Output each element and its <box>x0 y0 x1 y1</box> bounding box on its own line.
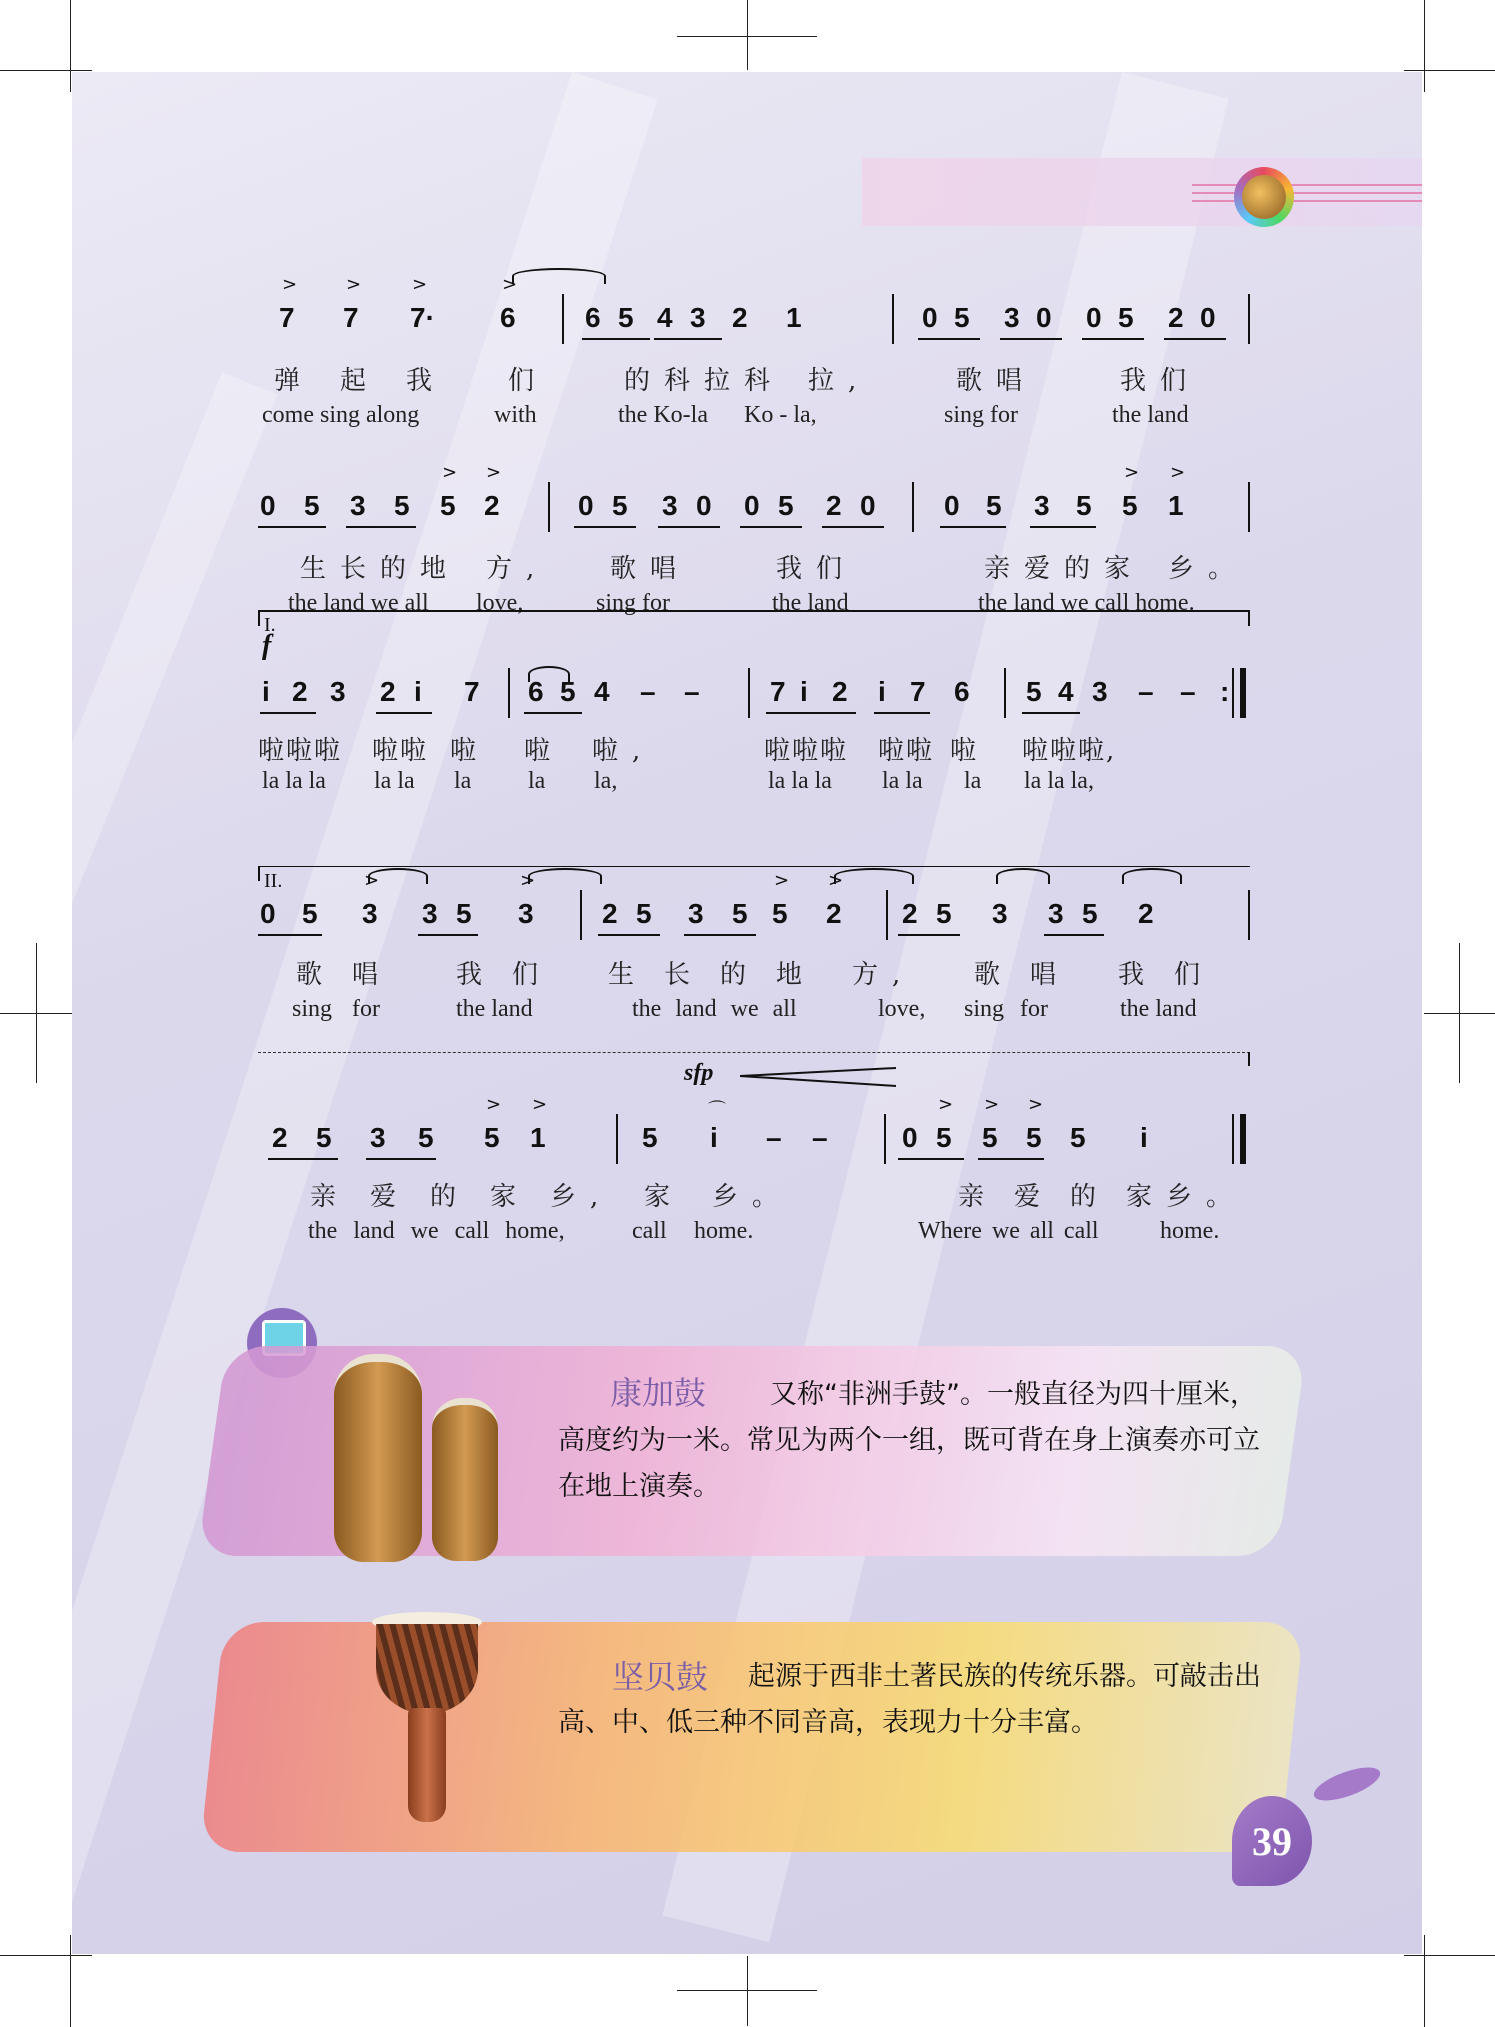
note: 2 <box>292 676 308 707</box>
lyric-en: love, <box>476 590 524 616</box>
note: 5 <box>986 490 1002 521</box>
note: 5 <box>1082 898 1098 929</box>
volta-label: II. <box>264 870 283 892</box>
crop-mark <box>1424 0 1425 92</box>
note: – <box>684 676 700 707</box>
note: 4 <box>594 676 610 707</box>
note: – <box>1180 676 1196 707</box>
note: 1 <box>786 302 802 333</box>
note: 3 <box>422 898 438 929</box>
lyric-en: la, <box>594 768 618 794</box>
lyric-zh: 乡, <box>550 1182 613 1212</box>
djembe-description <box>558 1654 1278 1746</box>
note: 2 <box>380 676 396 707</box>
lyric-zh: 方, <box>852 960 915 990</box>
note: 2 <box>602 898 618 929</box>
lyric-zh: 啦啦 <box>878 736 935 766</box>
volta-label: I. <box>264 614 276 636</box>
conga-drum-large-icon <box>334 1354 422 1562</box>
note: 7· <box>410 302 435 333</box>
djembe-title: 坚贝鼓 <box>612 1658 709 1696</box>
lyric-zh: 啦 <box>950 736 991 766</box>
note: 3 <box>1092 676 1108 707</box>
note: 3 <box>362 898 378 929</box>
lyric-zh: 乡。 <box>1168 554 1249 584</box>
lyric-en: the land <box>1112 402 1189 428</box>
note: 5 <box>982 1122 998 1153</box>
note: 3 <box>370 1122 386 1153</box>
note: 6 <box>954 676 970 707</box>
lyric-en: la la la <box>262 768 326 794</box>
crop-mark <box>70 1935 71 2027</box>
lyric-zh: 歌唱 <box>974 960 1087 990</box>
lyric-zh: 方, <box>486 554 549 584</box>
note: 5 <box>618 302 634 333</box>
note: 3 <box>350 490 366 521</box>
note: 3 <box>992 898 1008 929</box>
note: 0 <box>1200 302 1216 333</box>
note: 5 <box>418 1122 434 1153</box>
note: 3 <box>688 898 704 929</box>
note: 5 <box>1026 1122 1042 1153</box>
lyric-en: la <box>964 768 982 794</box>
lyric-zh: 啦啦啦 <box>258 736 343 766</box>
dynamic-mark: f <box>262 630 272 661</box>
lyric-en: with <box>494 402 537 428</box>
lyric-en: the land we call home. <box>978 590 1195 616</box>
lyric-en: the land we call home, <box>308 1218 565 1244</box>
lyric-en: the land <box>772 590 849 616</box>
lyric-en: the land we all <box>632 996 797 1022</box>
note: 7 <box>343 302 359 333</box>
note: 1 <box>1168 490 1184 521</box>
note: 2 <box>826 490 842 521</box>
lyric-zh: 啦啦啦 <box>764 736 849 766</box>
note: – <box>766 1122 782 1153</box>
lyric-en: come sing along <box>262 402 420 428</box>
note: 4 <box>657 302 673 333</box>
djembe-drum-icon <box>372 1612 482 1822</box>
lyric-zh: 们 <box>508 366 549 396</box>
note: 4 <box>1058 676 1074 707</box>
note: 5 <box>560 676 576 707</box>
note: 0 <box>860 490 876 521</box>
note: 6 <box>500 302 516 333</box>
note: 0 <box>696 490 712 521</box>
note: 3 <box>518 898 534 929</box>
note: 5 <box>642 1122 658 1153</box>
note: 2 <box>1168 302 1184 333</box>
note: 0 <box>260 898 276 929</box>
note: 0 <box>944 490 960 521</box>
note: i <box>710 1122 718 1153</box>
note: 7 <box>770 676 786 707</box>
note: i <box>878 676 886 707</box>
note: 7 <box>279 302 295 333</box>
lyric-en: sing for <box>292 996 380 1022</box>
note: 5 <box>612 490 628 521</box>
lyric-zh: 啦 <box>450 736 491 766</box>
volta-bracket <box>258 610 1250 626</box>
lyric-en: the Ko-la <box>618 402 708 428</box>
lyric-en: call <box>632 1218 667 1244</box>
note: i <box>262 676 270 707</box>
lyric-zh: 家 <box>644 1182 685 1212</box>
lyric-en: la <box>454 768 472 794</box>
lyric-zh: 啦 <box>524 736 565 766</box>
note: 3 <box>1034 490 1050 521</box>
djembe-text: 起源于西非土著民族的传统乐器。可敲击出高、中、低三种不同音高，表现力十分丰富。 <box>558 1661 1261 1738</box>
lyric-zh: 乡。 <box>1166 1182 1247 1212</box>
lyric-en: Where we all call <box>918 1218 1099 1244</box>
conga-drum-small-icon <box>432 1398 498 1561</box>
lyric-zh: 起 <box>340 366 381 396</box>
note: 5 <box>936 898 952 929</box>
registration-mark <box>1459 943 1460 1083</box>
note: 5 <box>1122 490 1138 521</box>
lyric-zh: 亲爱的家 <box>958 1182 1183 1212</box>
note: i <box>800 676 808 707</box>
note: 3 <box>1048 898 1064 929</box>
note: 2 <box>1138 898 1154 929</box>
registration-mark <box>36 943 37 1083</box>
lyric-zh: 亲爱的家 <box>310 1182 551 1212</box>
lyric-zh: 啦啦啦, <box>1022 736 1117 766</box>
lyric-en: la la la, <box>1024 768 1094 794</box>
note: 5 <box>484 1122 500 1153</box>
lyric-zh: 拉, <box>808 366 871 396</box>
crop-mark <box>0 70 92 71</box>
lyric-zh: 的科拉科 <box>624 366 785 396</box>
lyric-zh: 生长的地 <box>608 960 833 990</box>
registration-mark <box>747 1956 748 2026</box>
note: 5 <box>954 302 970 333</box>
lyric-zh: 弹 <box>274 366 315 396</box>
dynamic-mark: sfp <box>684 1060 714 1086</box>
lyric-en: the land we all <box>288 590 429 616</box>
lyric-en: Ko - la, <box>744 402 817 428</box>
note: 5 <box>316 1122 332 1153</box>
lyric-zh: 歌唱 <box>610 554 691 584</box>
note: 5 <box>636 898 652 929</box>
lyric-en: home. <box>694 1218 754 1244</box>
note: 3 <box>1004 302 1020 333</box>
note: 2 <box>832 676 848 707</box>
note: 5 <box>394 490 410 521</box>
note: – <box>812 1122 828 1153</box>
note: 7 <box>464 676 480 707</box>
note: 2 <box>484 490 500 521</box>
note: 0 <box>260 490 276 521</box>
note: 5 <box>936 1122 952 1153</box>
lyric-zh: 我们 <box>1120 366 1201 396</box>
lyric-en: the land <box>456 996 533 1022</box>
note: 0 <box>1036 302 1052 333</box>
lyric-en: sing for <box>596 590 670 616</box>
note: 5 <box>732 898 748 929</box>
header-band <box>862 158 1422 226</box>
page: > > > > 7 7 7· 6 6 5 4 3 2 1 0 5 3 0 0 5 2 0 弹 起 我 们 的科拉科 拉, 歌唱 我们 come sing along with the Ko-la Ko - la, sing for the land > > 0 5 3 5 5 2 0 5 3 0 0 5 2 0 > > 0 5 3 5 5 1 生长的地 方, 歌唱 我们 亲爱的家 乡。 the land we all love, sing for the land the land we call home. I. f i 2 3 2 i 7 6 5 4 – – 7 i 2 i 7 6 5 4 3 – – : 啦啦啦 啦啦 啦 啦 啦, 啦啦啦 啦啦 啦 啦啦啦, la la la la la la la la, la la la la la la la la la, II. > > 0 5 3 3 5 3 > > 2 5 3 5 5 2 2 5 3 3 5 2 歌唱 我们 生长的地 方, 歌唱 我们 sing for the land the land we all love, sing for the land sfp > > 2 5 3 5 5 1 5 ⌒ i – – > > > 0 5 5 5 5 i 亲爱的家 乡, 家 乡。 亲爱的家 乡。 the land we call home, call home. Where we all call home. 康加鼓 又称“非洲手鼓”。一般直径为四十厘米，高度约为一米。常见为两个一组，既可背在身上演奏亦可立在地上演奏。 坚贝鼓 起源于西非土著民族的传统乐器。可敲击出高、中、低三种不同音高，表现力十分丰富。 39 <box>72 72 1422 1954</box>
lyric-zh: 啦啦 <box>372 736 429 766</box>
note: 0 <box>744 490 760 521</box>
note: 2 <box>732 302 748 333</box>
lyric-en: la la <box>374 768 415 794</box>
lyric-zh: 乡。 <box>712 1182 793 1212</box>
crop-mark <box>1404 1955 1495 1956</box>
horn-bell-icon <box>1310 1761 1384 1807</box>
lyric-zh: 我 <box>406 366 447 396</box>
note: 6 <box>585 302 601 333</box>
note: 0 <box>578 490 594 521</box>
note: 7 <box>910 676 926 707</box>
note: 2 <box>826 898 842 929</box>
lyric-zh: 啦, <box>592 736 655 766</box>
note: 2 <box>902 898 918 929</box>
note: 5 <box>1070 1122 1086 1153</box>
note: 0 <box>922 302 938 333</box>
note: 3 <box>690 302 706 333</box>
lyric-en: sing for <box>944 402 1018 428</box>
crop-mark <box>0 1955 92 1956</box>
lyric-en: the land <box>1120 996 1197 1022</box>
note: 5 <box>1118 302 1134 333</box>
registration-mark <box>747 0 748 70</box>
crop-mark <box>1404 70 1495 71</box>
note: 5 <box>772 898 788 929</box>
note: 5 <box>456 898 472 929</box>
note: – <box>640 676 656 707</box>
note: – <box>1138 676 1154 707</box>
crop-mark <box>70 0 71 92</box>
crop-mark <box>1424 1935 1425 2027</box>
lyric-en: sing for <box>964 996 1048 1022</box>
lyric-zh: 我们 <box>456 960 569 990</box>
decrescendo-hairpin <box>740 1066 900 1090</box>
note: i <box>1140 1122 1148 1153</box>
lyric-zh: 我们 <box>776 554 857 584</box>
note: i <box>414 676 422 707</box>
note: 6 <box>528 676 544 707</box>
note: 5 <box>304 490 320 521</box>
lyric-zh: 歌唱 <box>956 366 1037 396</box>
conga-description <box>558 1372 1278 1510</box>
note: 5 <box>778 490 794 521</box>
note: 5 <box>440 490 456 521</box>
note: 1 <box>530 1122 546 1153</box>
lyric-en: la la <box>882 768 923 794</box>
lyric-en: home. <box>1160 1218 1220 1244</box>
lyric-zh: 我们 <box>1118 960 1231 990</box>
conga-text: 又称“非洲手鼓”。一般直径为四十厘米，高度约为一米。常见为两个一组，既可背在身上演奏亦可立在地上演奏。 <box>558 1379 1260 1502</box>
lyric-en: la <box>528 768 546 794</box>
lyric-en: love, <box>878 996 926 1022</box>
lyric-zh: 亲爱的家 <box>984 554 1145 584</box>
lyric-en: la la la <box>768 768 832 794</box>
page-number: 39 <box>1252 1819 1292 1864</box>
note: 0 <box>1086 302 1102 333</box>
note: 5 <box>1076 490 1092 521</box>
instruments-emblem-icon <box>1234 167 1294 227</box>
note: 0 <box>902 1122 918 1153</box>
conga-title: 康加鼓 <box>610 1374 707 1412</box>
note: 5 <box>302 898 318 929</box>
note: 3 <box>662 490 678 521</box>
note: 5 <box>1026 676 1042 707</box>
lyric-zh: 歌唱 <box>296 960 409 990</box>
note: 2 <box>272 1122 288 1153</box>
lyric-zh: 生长的地 <box>300 554 461 584</box>
note: 3 <box>330 676 346 707</box>
